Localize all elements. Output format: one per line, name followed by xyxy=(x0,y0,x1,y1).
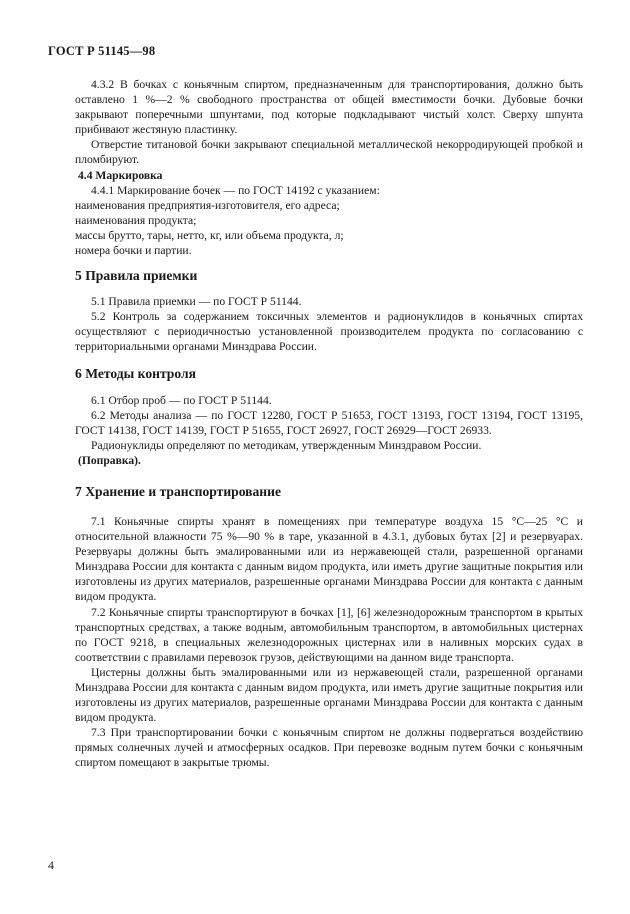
paragraph-5-2: 5.2 Контроль за содержанием токсичных элементов и радионуклидов в коньячных спиртах осуществляют с периодичностью установленной производителем продукта по согласованию с территориальными органами Минздрава России. xyxy=(75,310,583,354)
section-7-heading: 7 Хранение и транспортирование xyxy=(75,483,282,499)
subheading-4-4: 4.4 Маркировка xyxy=(78,168,163,182)
paragraph-4-3-2: 4.3.2 В бочках с коньячным спиртом, предназначенным для транспортирования, должно быть оставлено 1 %—2 % свободного пространства от общей вместимости бочки. Дубовые бочки закрывают поперечными шпунтами, под которые подкладывают чистый холст. Сверху шпунта прибивают жестяную пластинку. xyxy=(75,78,583,137)
paragraph-4-4-1: 4.4.1 Маркирование бочек — по ГОСТ 14192 с указанием: xyxy=(91,183,380,197)
marking-item: наименования предприятия-изготовителя, его адреса; xyxy=(75,198,340,212)
paragraph-7-3: 7.3 При транспортировании бочки с коньячным спиртом не должны подвергаться воздействию прямых солнечных лучей и атмосферных осадков. При перевозке водным путем бочки с коньячным спиртом помещают в закрытые трюмы. xyxy=(75,726,583,770)
paragraph-tanks: Цистерны должны быть эмалированными или из нержавеющей стали, разрешенной органами Минздрава России для контакта с данным видом продукта, или иметь другие защитные покрытия или изготовлены из других материалов, разрешенные органами Минздрава России для контакта с данным видом продукта. xyxy=(75,665,583,725)
paragraph-6-1: 6.1 Отбор проб — по ГОСТ Р 51144. xyxy=(91,393,272,407)
paragraph-titanium-barrel: Отверстие титановой бочки закрывают специальной металлической некорродирующей пробкой и пломбируют. xyxy=(75,138,583,167)
marking-item: наименования продукта; xyxy=(75,213,197,227)
document-body xyxy=(75,77,583,771)
paragraph-radionuclides: Радионуклиды определяют по методикам, утвержденным Минздравом России. xyxy=(91,438,482,452)
paragraph-5-1: 5.1 Правила приемки — по ГОСТ Р 51144. xyxy=(91,295,302,309)
amendment-note: (Поправка). xyxy=(78,453,141,467)
paragraph-6-2: 6.2 Методы анализа — по ГОСТ 12280, ГОСТ Р 51653, ГОСТ 13193, ГОСТ 13194, ГОСТ 13195, ГОСТ 14138, ГОСТ 14139, ГОСТ Р 51655, ГОСТ 26927, ГОСТ 26929—ГОСТ 26933. xyxy=(75,408,583,437)
marking-item: номера бочки и партии. xyxy=(75,244,192,258)
page-number: 4 xyxy=(48,858,54,872)
document-header: ГОСТ Р 51145—98 xyxy=(48,44,156,58)
paragraph-7-1: 7.1 Коньячные спирты хранят в помещениях при температуре воздуха 15 °С—25 °С и относительной влажности 75 %—90 % в таре, указанной в 4.3.1, дубовых бутах [2] и резервуарах. Резервуары должны быть эмалированными или из нержавеющей стали, разрешенной органами Минздрава России для контакта с данным видом продукта, или иметь другие защитные покрытия или изготовлены из других материалов, разрешенные органами Минздрава России для контакта с данным видом продукта. xyxy=(75,514,583,604)
section-5-heading: 5 Правила приемки xyxy=(75,268,198,284)
section-6-heading: 6 Методы контроля xyxy=(75,365,196,381)
paragraph-7-2: 7.2 Коньячные спирты транспортируют в бочках [1], [6] железнодорожным транспортом в крытых транспортных средствах, а также водным, автомобильным транспортом, в автомобильных цистернах по ГОСТ 9218, в специальных железнодорожных цистернах или в наливных морских судах в соответствии с правилами перевозок грузов, действующими на данном виде транспорта. xyxy=(75,605,583,664)
marking-item: массы брутто, тары, нетто, кг, или объема продукта, л; xyxy=(75,228,344,242)
